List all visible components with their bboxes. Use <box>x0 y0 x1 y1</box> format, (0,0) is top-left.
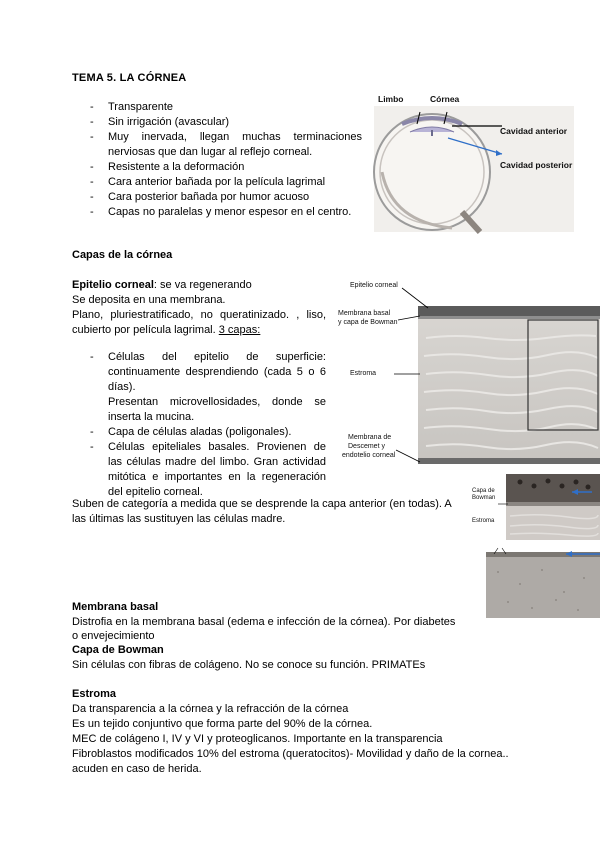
section-heading-membrana-basal: Membrana basal <box>72 601 159 613</box>
section-heading-estroma: Estroma <box>72 688 117 700</box>
label-epitelio-corneal: Epitelio corneal <box>350 282 398 289</box>
label-membrana-basal: Membrana basal <box>338 310 391 317</box>
list-item: - Cara anterior bañada por la película lagrimal <box>90 175 362 190</box>
estroma-line: Fibroblastos modificados 10% del estroma (queratocitos)- Movilidad y daño de la cornea.. <box>72 748 509 760</box>
epitelio-heading: Epitelio corneal <box>72 279 154 291</box>
estroma-line: acuden en caso de herida. <box>72 763 202 775</box>
cornea-histology-figure <box>336 278 600 468</box>
sublist-item: - Células epiteliales basales. Provienen de las células madre del limbo. Gran actividad mitótica e importantes en la regeneración del epitelio corneal. <box>90 441 326 498</box>
section-heading-capas: Capas de la córnea <box>72 249 173 261</box>
bowman-figure <box>468 474 600 620</box>
sublist-item: - Capa de células aladas (poligonales). <box>90 426 292 438</box>
label-descemet: Membrana de <box>348 434 392 441</box>
epitelio-line: cubierto por película lagrimal. 3 capas: <box>72 324 261 336</box>
epitelio-line: Plano, pluriestratificado, no queratinizado. , liso, <box>72 309 326 321</box>
label-descemet: Descemet y <box>348 443 385 450</box>
epitelio-sublist <box>90 350 326 500</box>
sublist-item: - Células del epitelio de superficie: continuamente desprendiendo (cada 5 o 6 días). Presentan microvellosidades, donde se inserta la mucina. <box>90 351 326 423</box>
label-capa-de: Capa de <box>472 488 495 494</box>
label-descemet: endotelio corneal <box>342 452 396 459</box>
list-item-continuation: nerviosas que dan lugar al reflejo corneal. <box>108 146 313 158</box>
membrana-basal-line: o envejecimiento <box>72 630 155 642</box>
label-cornea: Córnea <box>430 94 460 104</box>
section-heading-capa-bowman: Capa de Bowman <box>72 644 164 656</box>
epitelio-line: Se deposita en una membrana. <box>72 294 226 306</box>
label-estroma: Estroma <box>350 370 377 377</box>
list-item: - Sin irrigación (avascular) <box>90 115 362 130</box>
list-item: - Cara posterior bañada por humor acuoso <box>90 190 362 205</box>
estroma-line: Es un tejido conjuntivo que forma parte del 90% de la córnea. <box>72 718 373 730</box>
label-limbo: Limbo <box>378 94 404 104</box>
membrana-basal-line: Distrofia en la membrana basal (edema e infección de la córnea). Por diabetes <box>72 616 456 628</box>
page-title: TEMA 5. LA CÓRNEA <box>72 72 187 84</box>
capas-underline: 3 capas: <box>218 324 261 336</box>
label-cavidad-posterior: Cavidad posterior <box>500 160 573 170</box>
label-bowman: Bowman <box>472 495 496 501</box>
intro-list <box>90 100 362 220</box>
list-item: - Resistente a la deformación <box>90 160 362 175</box>
capa-bowman-line: Sin células con fibras de colágeno. No se conoce su función. PRIMATEs <box>72 659 426 671</box>
epitelio-closing: las últimas las sustituyen las células madre. <box>72 513 286 525</box>
estroma-line: Da transparencia a la córnea y la refracción de la córnea <box>72 703 349 715</box>
epitelio-heading-line: Epitelio corneal: se va regenerando <box>72 279 252 291</box>
list-item: - Muy inervada, llegan muchas terminaciones <box>90 130 362 145</box>
label-capa-bowman: y capa de Bowman <box>338 319 398 326</box>
list-item: - Transparente <box>90 100 362 115</box>
list-item: - Capas no paralelas y menor espesor en el centro. <box>90 205 362 220</box>
estroma-line: MEC de colágeno I, IV y VI y proteoglicanos. Importante en la transparencia <box>72 733 443 745</box>
label-estroma-small: Estroma <box>472 518 495 524</box>
epitelio-closing: Suben de categoría a medida que se desprende la capa anterior (en todas). A <box>72 498 452 510</box>
label-cavidad-anterior: Cavidad anterior <box>500 126 568 136</box>
eye-diagram <box>362 92 600 234</box>
